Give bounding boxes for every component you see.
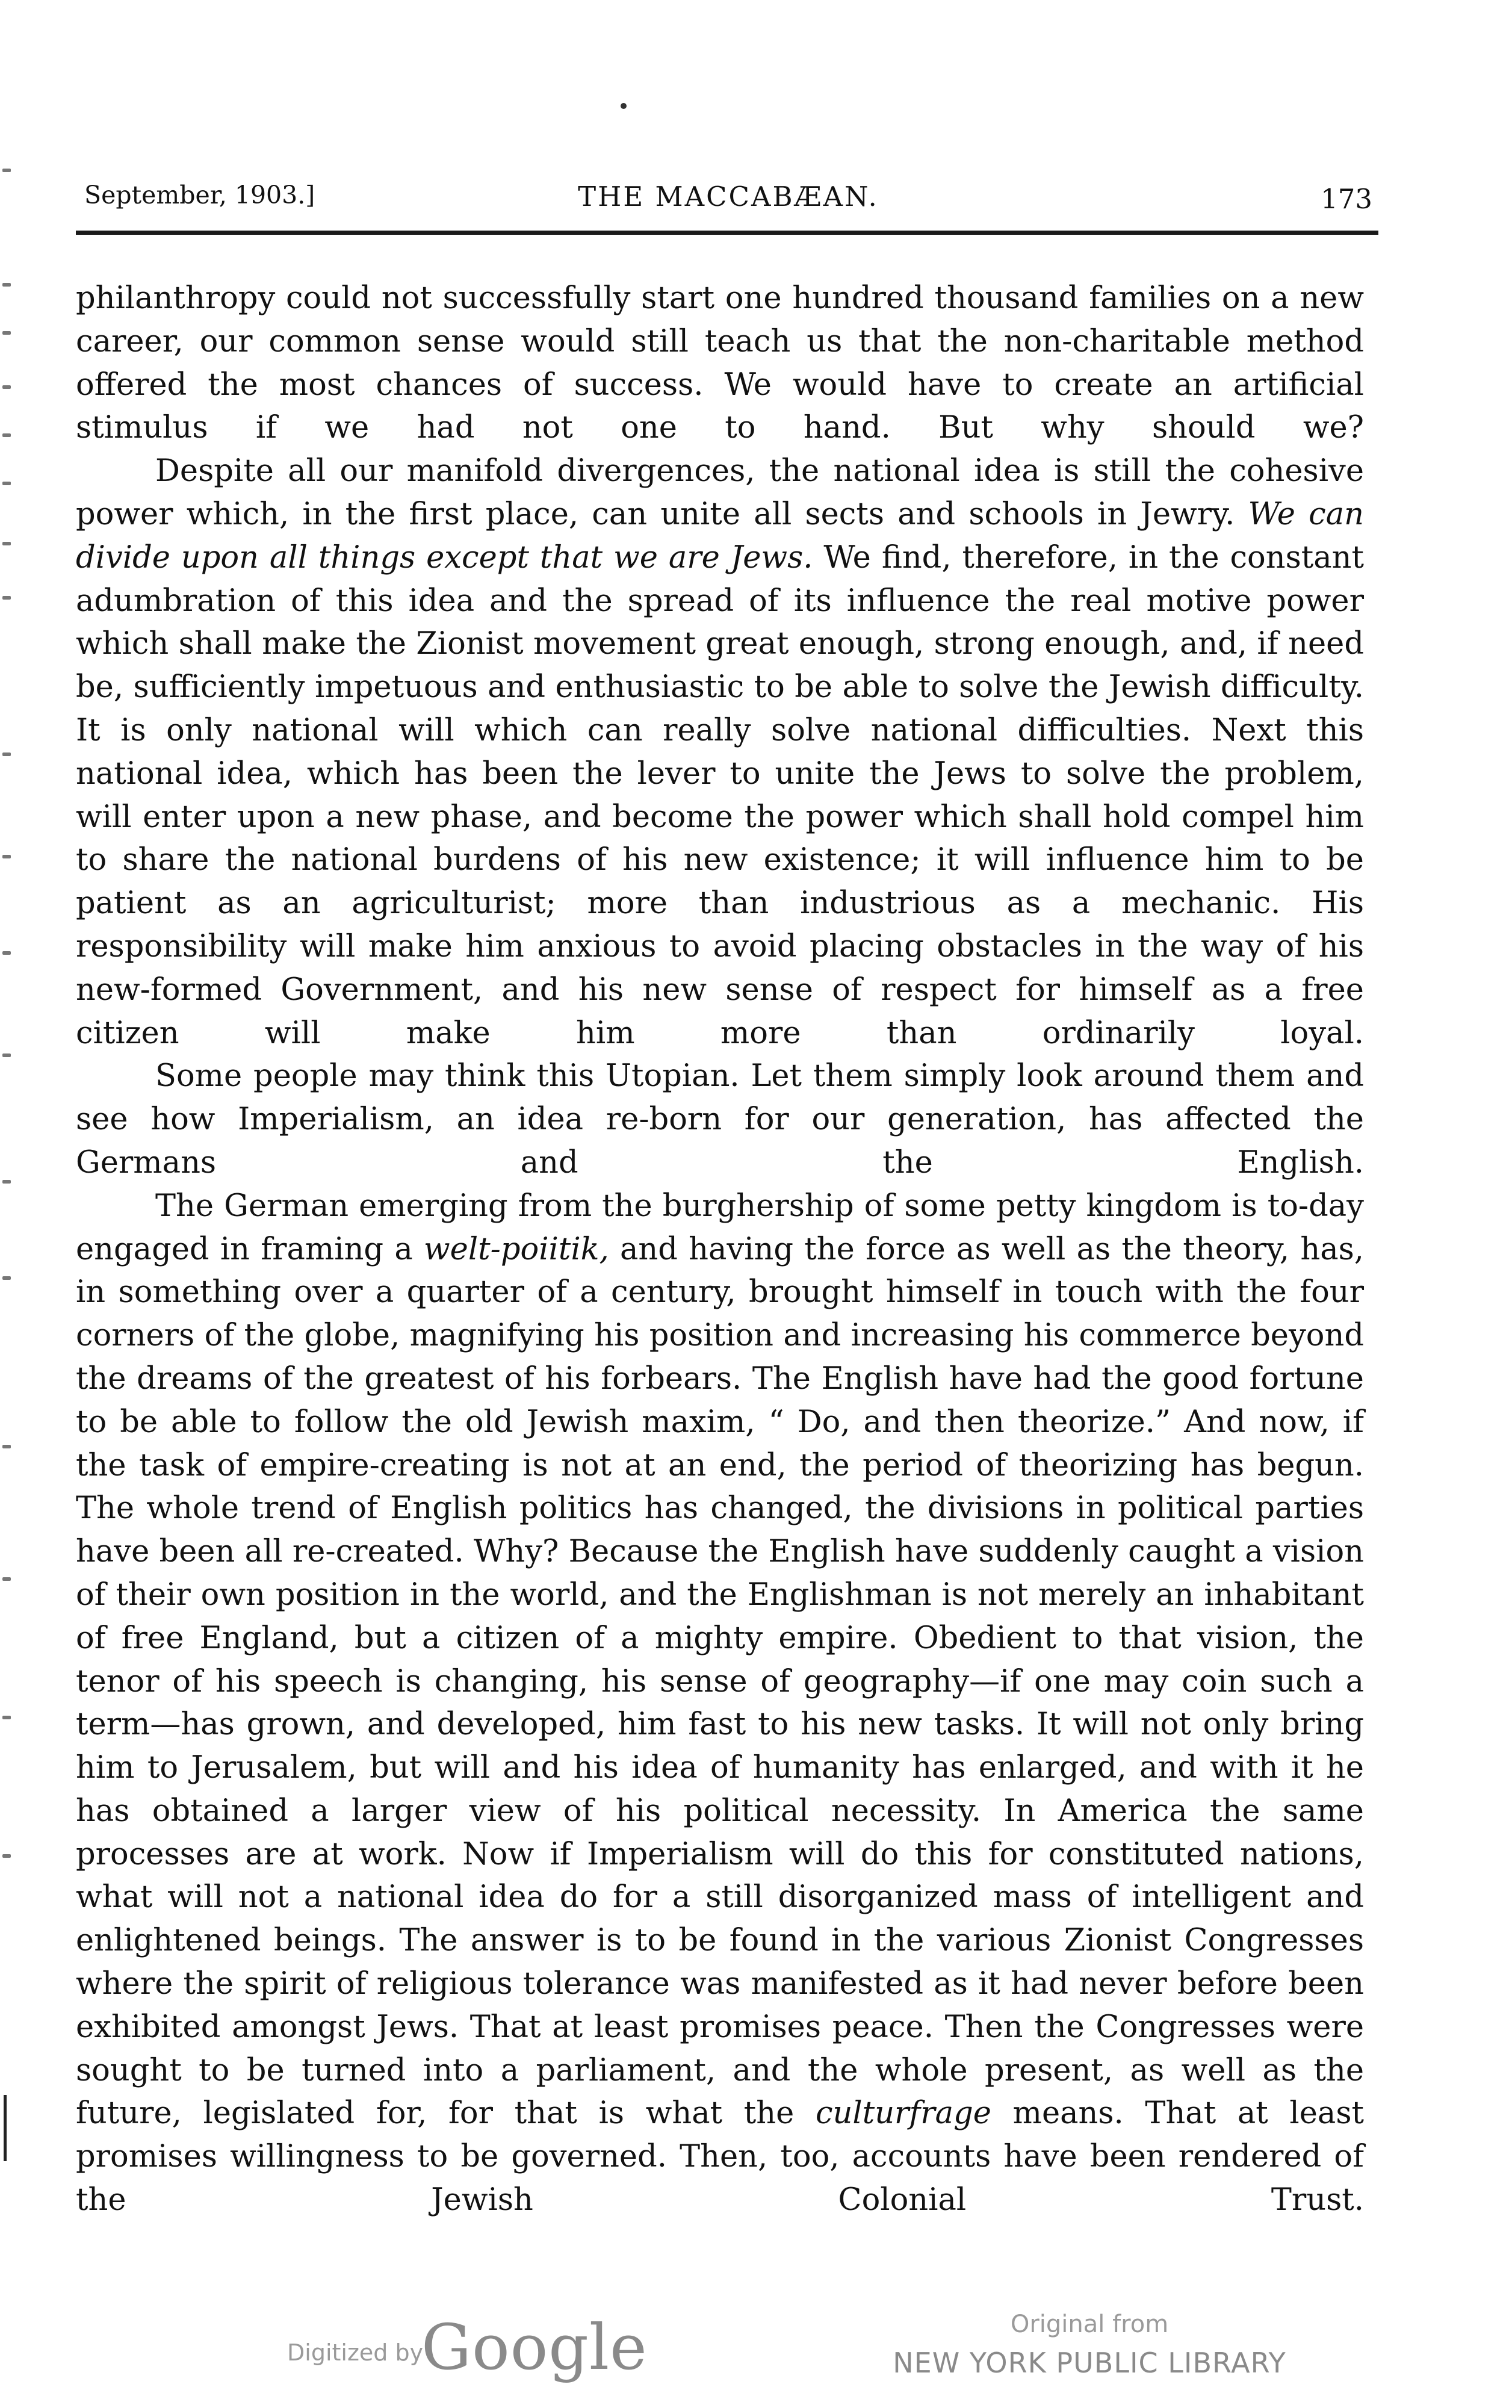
paragraph xyxy=(76,1055,1364,1184)
original-from-label: Original from xyxy=(1010,2310,1169,2338)
text-run: Some people may think this Utopian. Let them simply look around them and see how Imperialism, an idea re-born for our generation, has affected the Germans and the English. xyxy=(76,1058,1364,1181)
italic-phrase: culturfrage xyxy=(815,2096,991,2132)
article-body xyxy=(76,277,1364,2222)
text-run: The German emerging from the burghership of some petty kingdom is to-day engaged in framing a xyxy=(76,1188,1364,1267)
paragraph xyxy=(76,277,1364,450)
google-logo: Google xyxy=(421,2310,648,2384)
page-number: 173 xyxy=(1321,183,1372,215)
italic-phrase: We can divide upon all things except that we are Jews. xyxy=(76,496,1364,576)
header-rule xyxy=(76,231,1378,235)
library-name: NEW YORK PUBLIC LIBRARY xyxy=(893,2347,1286,2379)
text-run: philanthropy could not successfully start one hundred thousand families on a new career, our common sense would still teach us that the non-charitable method offered the most chances of success. We would have to create an artificial stimulus if we had not one to hand. But why should we? xyxy=(76,281,1364,446)
ink-dot xyxy=(621,103,627,109)
running-header xyxy=(84,181,1372,217)
header-date: September, 1903.] xyxy=(84,181,315,209)
text-run: and having the force as well as the theory, has, in something over a quarter of a century, brought himself in touch with the four corners of the globe, magnifying his position and increasing his commerce beyond the dreams of the greatest of his forbears. The English have had the good fortune to be able to follow the old Jewish maxim, “ Do, and then theorize.” And now, if the task of empire-creating is not at an end, the period of theorizing has begun. The whole trend of English politics has changed, the divisions in political parties have been all re-created. Why? Because the English have suddenly caught a vision of their own position in the world, and the Englishman is not merely an inhabitant of free England, but a citizen of a mighty empire. Obedient to that vision, the tenor of his speech is changing, his sense of geography—if one may coin such a term—has grown, and developed, him fast to his new tasks. It will not only bring him to Jerusalem, but will and his idea of humanity has enlarged, and with it he has obtained a larger view of his political necessity. In America the same processes are at work. Now if Imperialism will do this for constituted nations, what will not a national idea do for a still disorganized mass of intelligent and enlightened beings. The answer is to be found in the various Zionist Congresses where the spirit of religious tolerance was manifested as it had never before been exhibited amongst Jews. That at least promises peace. Then the Congresses were sought to be turned into a parliament, and the whole present, as well as the future, legislated for, for that is what the xyxy=(76,1231,1364,2132)
text-run: We find, therefore, in the constant adumbration of this idea and the spread of its influence the real motive power which shall make the Zionist movement great enough, strong enough, and, if need be, sufficiently impetuous and enthusiastic to be able to solve the Jewish difficulty. It is only national will which can really solve national difficulties. Next this national idea, which has been the lever to unite the Jews to solve the problem, will enter upon a new phase, and become the power which shall hold compel him to share the national burdens of his new existence; it will influence him to be patient as an agriculturist; more than industrious as a mechanic. His responsibility will make him anxious to avoid placing obstacles in the way of his new-formed Government, and his new sense of respect for himself as a free citizen will make him more than ordinarily loyal. xyxy=(76,539,1364,1051)
header-title: THE MACCABÆAN. xyxy=(578,181,879,213)
binding-gutter-marks xyxy=(0,150,18,2197)
paragraph xyxy=(76,1185,1364,2222)
text-run: Despite all our manifold divergences, the national idea is still the cohesive power which, in the first place, can unite all sects and schools in Jewry. xyxy=(76,453,1364,532)
italic-phrase: welt-poiitik, xyxy=(423,1231,609,1267)
text-run: means. That at least promises willingness to be governed. Then, too, accounts have been rendered of the Jewish Colonial Trust. xyxy=(76,2096,1364,2218)
paragraph xyxy=(76,450,1364,1055)
digitized-by-label: Digitized by xyxy=(287,2339,424,2366)
digitization-footer xyxy=(0,2282,1512,2402)
